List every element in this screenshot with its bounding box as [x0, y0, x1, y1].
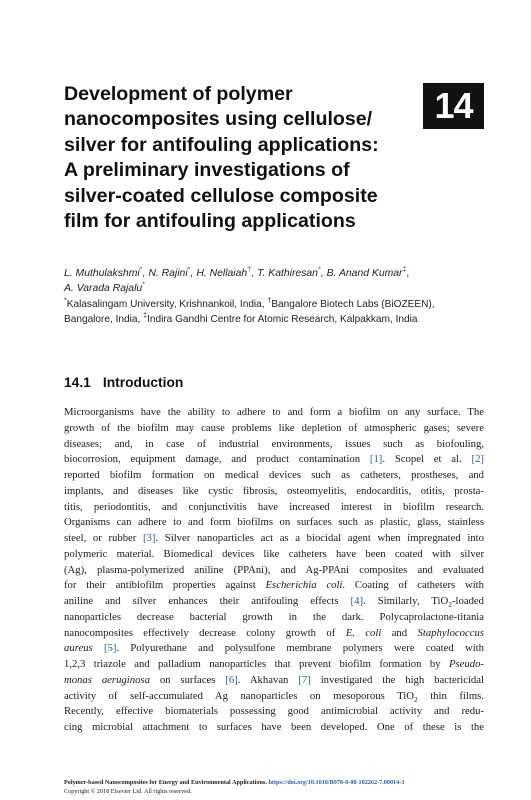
- text-run: . Polyurethane and polysulfone membrane polymers were coated with: [116, 642, 484, 655]
- body-line: [64, 704, 484, 720]
- text-run: for their antibiofilm properties against: [64, 579, 266, 592]
- affiliation-mark: ‡: [402, 264, 407, 274]
- citation-link[interactable]: [4]: [350, 595, 364, 607]
- body-line: [64, 437, 484, 453]
- text-run: and: [381, 626, 418, 639]
- citation-link[interactable]: [2]: [471, 453, 484, 466]
- body-line: [64, 610, 484, 626]
- italic-term: monas aeruginosa: [64, 673, 150, 686]
- affiliation-line: Bangalore, India, ‡Indira Gandhi Centre for Atomic Research, Kalpakkam, India: [64, 312, 418, 325]
- body-line: [64, 531, 484, 547]
- author-name: L. Muthulakshmi: [64, 268, 140, 279]
- italic-term: Staphylococcus: [417, 626, 484, 639]
- italic-term: aureus: [64, 642, 93, 655]
- text-run: polymeric material. Biomedical devices like catheters have been coated with silver: [64, 547, 484, 560]
- section-heading: [64, 374, 183, 392]
- body-line: [64, 626, 484, 642]
- text-run: on surfaces: [149, 673, 226, 686]
- text-run: diseases; and, in case of industrial environments, issues such as biofouling,: [64, 437, 484, 450]
- body-line: [64, 468, 484, 484]
- section-number: 14.1: [64, 375, 91, 390]
- affiliation-mark: *: [139, 264, 143, 274]
- book-title: Polymer-based Nanocomposites for Energy and Environmental Applications.: [64, 779, 267, 786]
- body-line: [64, 720, 484, 736]
- title-line: silver for antifouling applications:: [64, 133, 379, 156]
- body-line: [64, 515, 484, 531]
- body-line: [64, 689, 484, 705]
- author-name: A. Varada Rajalu: [64, 283, 143, 294]
- text-run: -loaded: [451, 595, 484, 607]
- text-run: aniline and silver enhances their antifouling effects: [64, 595, 351, 607]
- page-footer: [64, 779, 484, 796]
- text-run: nanoparticles decrease bacterial growth in the dark. Polycaprolactone-titania: [64, 610, 484, 623]
- body-line: [64, 405, 484, 421]
- body-line: [64, 500, 484, 516]
- text-run: . Coating of catheters with: [342, 579, 484, 592]
- title-line: A preliminary investigations of: [64, 159, 350, 182]
- body-line: [64, 484, 484, 500]
- section-title: Introduction: [102, 375, 184, 390]
- copyright-notice: Copyright © 2018 Elsevier Ltd. All rights reserved.: [64, 787, 192, 795]
- affiliation-mark: *: [317, 264, 321, 274]
- text-run: nanocomposites effectively decrease colony growth of: [64, 626, 346, 639]
- title-line: silver-coated cellulose composite: [64, 184, 378, 207]
- text-run: titis, periodontitis, and conjunctivitis have increased interest in biofilm research.: [64, 500, 484, 513]
- citation-link[interactable]: [3]: [143, 532, 156, 544]
- text-run: biocorrosion, equipment damage, and product contamination: [64, 453, 370, 466]
- text-run: (Ag), plasma-polymerized aniline (PPAni), and Ag-PPAni composites and evaluated: [64, 563, 484, 576]
- text-run: Recently, effective biomaterials possessing good antimicrobial activity and redu-: [64, 705, 484, 718]
- doi-link[interactable]: https://doi.org/10.1016/B978-0-08-102262-7.00014-3: [268, 779, 405, 786]
- chapter-number-badge: 14: [423, 83, 484, 129]
- affiliation-mark: †: [247, 264, 252, 274]
- author-line: L. Muthulakshmi*, N. Rajini*, H. Nellaiah†, T. Kathiresan*, B. Anand Kumar‡,: [64, 264, 410, 279]
- text-run: cing microbial attachment to surfaces have been developed. One of these is the: [64, 721, 484, 733]
- body-line: [64, 578, 484, 594]
- affiliations: [64, 297, 494, 327]
- text-run: investigated the high bactericidal: [310, 673, 484, 686]
- text-run: . Silver nanoparticles act as a biocidal agent when impregnated into: [155, 532, 484, 544]
- chapter-title: [64, 82, 419, 234]
- affiliation-mark: *: [142, 279, 146, 289]
- title-line: film for antifouling applications: [64, 210, 356, 233]
- body-line: [64, 563, 484, 579]
- text-run: steel, or rubber: [64, 532, 143, 544]
- body-paragraph: [64, 405, 484, 736]
- subscript: 2: [448, 600, 452, 610]
- text-run: reported biofilm formation on medical devices such as catheters, prostheses, and: [64, 469, 484, 481]
- citation-link[interactable]: [6]: [225, 673, 238, 686]
- subscript: 2: [413, 694, 418, 704]
- title-line: Development of polymer: [64, 83, 293, 105]
- italic-term: Pseudo-: [448, 658, 484, 670]
- text-run: growth of the biofilm may cause problems like depletion of atmospheric gases; severe: [64, 421, 484, 434]
- text-run: [93, 642, 104, 654]
- affiliation-mark: *: [187, 264, 191, 274]
- author-name: B. Anand Kumar: [326, 268, 403, 279]
- text-run: activity of self-accumulated Ag nanoparticles on mesoporous TiO: [64, 689, 414, 702]
- author-list: [64, 266, 484, 296]
- body-line: [64, 452, 484, 468]
- italic-term: Escherichia coli: [265, 579, 343, 592]
- text-run: . Scopel et al.: [382, 453, 472, 466]
- body-line: [64, 657, 484, 673]
- text-run: thin films.: [417, 689, 484, 702]
- author-name: H. Nellaiah: [196, 268, 248, 279]
- body-line: [64, 594, 484, 610]
- author-line: [64, 281, 484, 296]
- text-run: implants, and diseases like cystic fibrosis, osteomyelitis, endocarditis, otitis, prosta-: [64, 484, 484, 497]
- text-run: 1,2,3 triazole and palladium nanoparticles that prevent biofilm formation by: [64, 658, 449, 670]
- text-run: . Similarly, TiO: [363, 595, 449, 607]
- body-line: [64, 673, 484, 689]
- body-line: [64, 641, 484, 657]
- italic-term: E. coli: [345, 626, 382, 639]
- citation-link[interactable]: [5]: [103, 642, 117, 655]
- author-name: N. Rajini: [148, 268, 188, 279]
- citation-link[interactable]: [7]: [298, 673, 311, 686]
- affiliation-line: *Kalasalingam University, Krishnankoil, India, †Bangalore Biotech Labs (BiOZEEN),: [64, 297, 435, 310]
- title-line: nanocomposites using cellulose/: [64, 108, 373, 131]
- text-run: . Akhavan: [237, 673, 299, 686]
- text-run: Microorganisms have the ability to adhere to and form a biofilm on any surface. The: [64, 406, 484, 418]
- citation-link[interactable]: [1]: [369, 453, 383, 466]
- author-name: T. Kathiresan: [257, 268, 318, 279]
- body-line: [64, 547, 484, 563]
- body-line: [64, 421, 484, 437]
- text-run: Organisms can adhere to and form biofilms on surfaces such as plastic, glass, stainless: [64, 516, 484, 529]
